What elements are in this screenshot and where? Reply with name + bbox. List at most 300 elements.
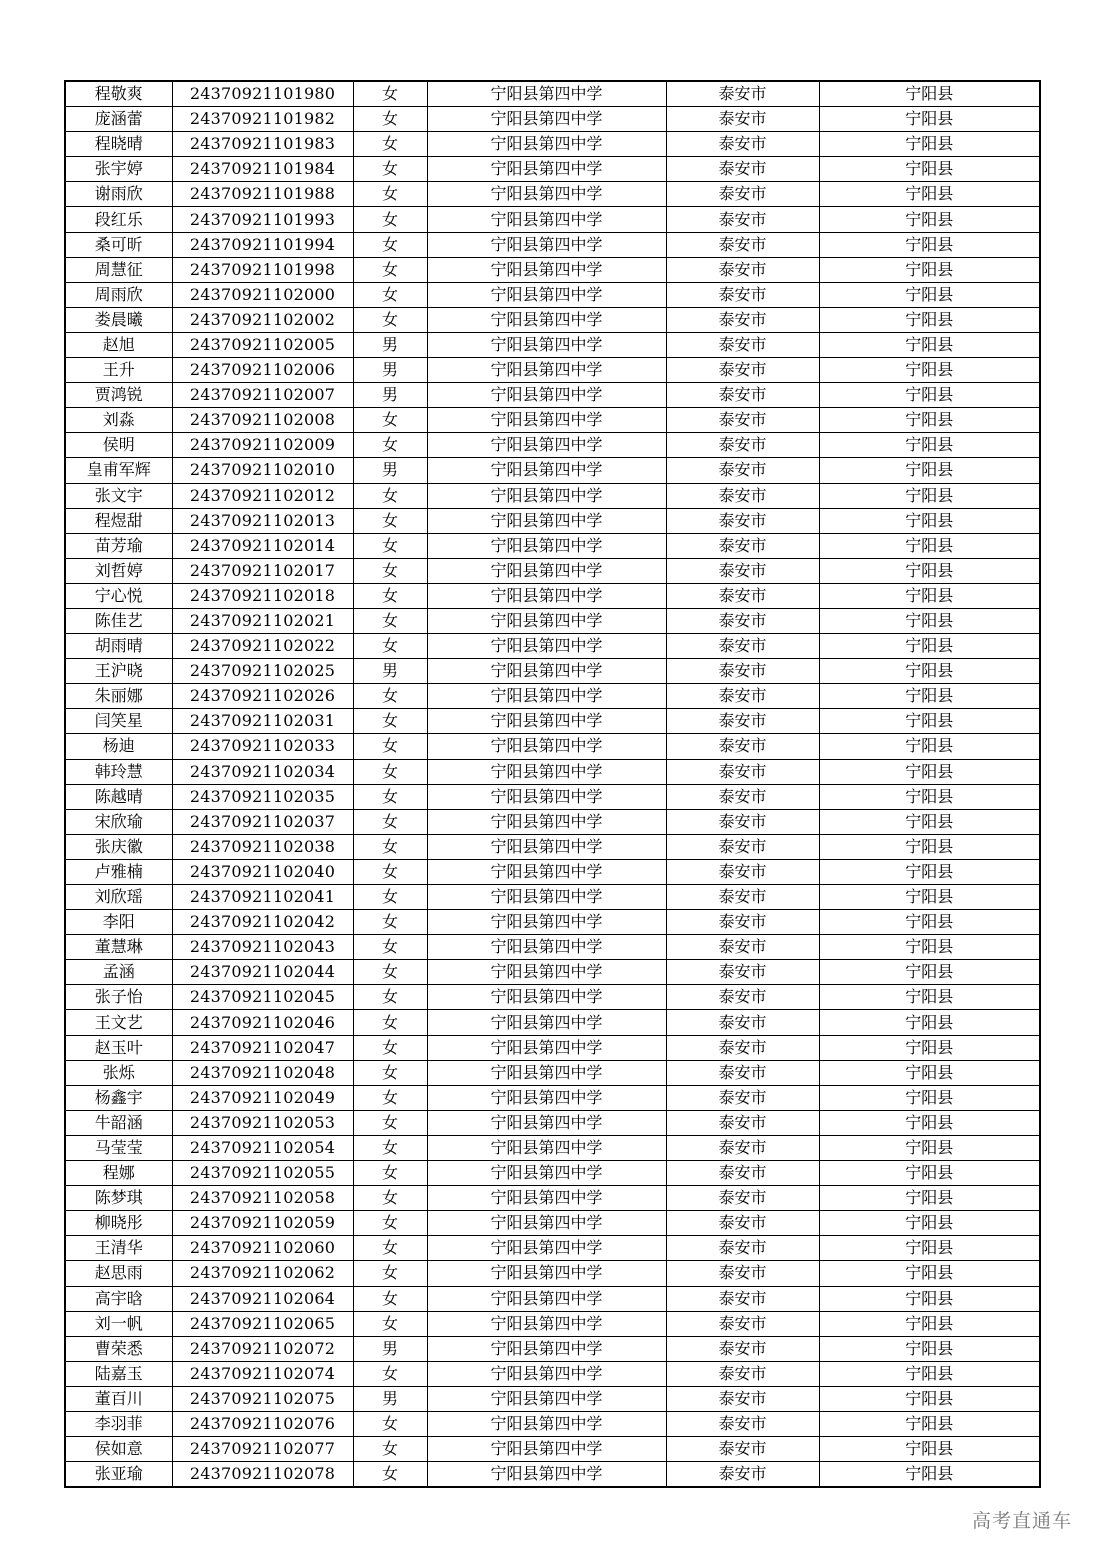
city-cell: 泰安市: [666, 307, 819, 332]
exam-id-cell: 24370921102045: [172, 985, 353, 1010]
student-name-cell: 董百川: [65, 1386, 172, 1411]
exam-id-cell: 24370921101984: [172, 157, 353, 182]
exam-id-cell: 24370921102018: [172, 583, 353, 608]
school-cell: 宁阳县第四中学: [427, 1211, 666, 1236]
school-cell: 宁阳县第四中学: [427, 533, 666, 558]
school-cell: 宁阳县第四中学: [427, 1462, 666, 1488]
county-cell: 宁阳县: [819, 558, 1040, 583]
city-cell: 泰安市: [666, 408, 819, 433]
school-cell: 宁阳县第四中学: [427, 1010, 666, 1035]
table-row: [65, 784, 1040, 809]
student-name-cell: 庞涵蕾: [65, 107, 172, 132]
school-cell: 宁阳县第四中学: [427, 709, 666, 734]
county-cell: 宁阳县: [819, 1186, 1040, 1211]
gender-cell: 女: [353, 885, 427, 910]
school-cell: 宁阳县第四中学: [427, 608, 666, 633]
school-cell: 宁阳县第四中学: [427, 383, 666, 408]
student-name-cell: 张烁: [65, 1060, 172, 1085]
county-cell: 宁阳县: [819, 257, 1040, 282]
gender-cell: 女: [353, 1060, 427, 1085]
city-cell: 泰安市: [666, 508, 819, 533]
gender-cell: 女: [353, 558, 427, 583]
exam-id-cell: 24370921102044: [172, 960, 353, 985]
county-cell: 宁阳县: [819, 132, 1040, 157]
school-cell: 宁阳县第四中学: [427, 508, 666, 533]
gender-cell: 女: [353, 257, 427, 282]
gender-cell: 女: [353, 157, 427, 182]
student-name-cell: 桑可昕: [65, 232, 172, 257]
exam-id-cell: 24370921101994: [172, 232, 353, 257]
table-row: [65, 960, 1040, 985]
table-row: [65, 885, 1040, 910]
county-cell: 宁阳县: [819, 1060, 1040, 1085]
student-name-cell: 宋欣瑜: [65, 809, 172, 834]
exam-id-cell: 24370921102021: [172, 608, 353, 633]
county-cell: 宁阳县: [819, 885, 1040, 910]
city-cell: 泰安市: [666, 458, 819, 483]
county-cell: 宁阳县: [819, 433, 1040, 458]
table-row: [65, 408, 1040, 433]
student-name-cell: 张宇婷: [65, 157, 172, 182]
gender-cell: 女: [353, 1135, 427, 1160]
county-cell: 宁阳县: [819, 1035, 1040, 1060]
table-row: [65, 533, 1040, 558]
school-cell: 宁阳县第四中学: [427, 332, 666, 357]
city-cell: 泰安市: [666, 1211, 819, 1236]
student-name-cell: 苗芳瑜: [65, 533, 172, 558]
exam-id-cell: 24370921102074: [172, 1361, 353, 1386]
table-row: [65, 859, 1040, 884]
school-cell: 宁阳县第四中学: [427, 433, 666, 458]
student-name-cell: 张子怡: [65, 985, 172, 1010]
school-cell: 宁阳县第四中学: [427, 659, 666, 684]
exam-id-cell: 24370921102046: [172, 1010, 353, 1035]
county-cell: 宁阳县: [819, 1361, 1040, 1386]
school-cell: 宁阳县第四中学: [427, 1437, 666, 1462]
student-name-cell: 孟涵: [65, 960, 172, 985]
school-cell: 宁阳县第四中学: [427, 684, 666, 709]
exam-id-cell: 24370921102078: [172, 1462, 353, 1488]
city-cell: 泰安市: [666, 1161, 819, 1186]
exam-id-cell: 24370921102075: [172, 1386, 353, 1411]
city-cell: 泰安市: [666, 1010, 819, 1035]
exam-id-cell: 24370921102049: [172, 1085, 353, 1110]
table-row: [65, 834, 1040, 859]
county-cell: 宁阳县: [819, 483, 1040, 508]
exam-id-cell: 24370921102038: [172, 834, 353, 859]
county-cell: 宁阳县: [819, 282, 1040, 307]
student-name-cell: 周慧征: [65, 257, 172, 282]
table-row: [65, 132, 1040, 157]
table-row: [65, 709, 1040, 734]
city-cell: 泰安市: [666, 1085, 819, 1110]
table-row: [65, 1186, 1040, 1211]
student-name-cell: 高宇晗: [65, 1286, 172, 1311]
gender-cell: 女: [353, 508, 427, 533]
city-cell: 泰安市: [666, 332, 819, 357]
county-cell: 宁阳县: [819, 809, 1040, 834]
county-cell: 宁阳县: [819, 458, 1040, 483]
table-row: [65, 1161, 1040, 1186]
table-row: [65, 1336, 1040, 1361]
student-name-cell: 曹荣悉: [65, 1336, 172, 1361]
table-row: [65, 659, 1040, 684]
table-row: [65, 157, 1040, 182]
student-name-cell: 赵玉叶: [65, 1035, 172, 1060]
gender-cell: 女: [353, 1411, 427, 1436]
county-cell: 宁阳县: [819, 358, 1040, 383]
table-row: [65, 307, 1040, 332]
city-cell: 泰安市: [666, 659, 819, 684]
school-cell: 宁阳县第四中学: [427, 1261, 666, 1286]
exam-id-cell: 24370921102012: [172, 483, 353, 508]
table-row: [65, 1311, 1040, 1336]
county-cell: 宁阳县: [819, 634, 1040, 659]
city-cell: 泰安市: [666, 81, 819, 107]
table-row: [65, 358, 1040, 383]
city-cell: 泰安市: [666, 1236, 819, 1261]
school-cell: 宁阳县第四中学: [427, 1336, 666, 1361]
school-cell: 宁阳县第四中学: [427, 1060, 666, 1085]
table-row: [65, 684, 1040, 709]
school-cell: 宁阳县第四中学: [427, 1386, 666, 1411]
exam-id-cell: 24370921102054: [172, 1135, 353, 1160]
student-name-cell: 柳晓彤: [65, 1211, 172, 1236]
school-cell: 宁阳县第四中学: [427, 1035, 666, 1060]
gender-cell: 女: [353, 1010, 427, 1035]
table-row: [65, 1261, 1040, 1286]
county-cell: 宁阳县: [819, 834, 1040, 859]
county-cell: 宁阳县: [819, 859, 1040, 884]
student-name-cell: 牛韶涵: [65, 1110, 172, 1135]
city-cell: 泰安市: [666, 960, 819, 985]
exam-id-cell: 24370921101982: [172, 107, 353, 132]
county-cell: 宁阳县: [819, 1386, 1040, 1411]
exam-id-cell: 24370921102055: [172, 1161, 353, 1186]
gender-cell: 女: [353, 1286, 427, 1311]
exam-id-cell: 24370921102031: [172, 709, 353, 734]
student-roster-table: [64, 80, 1041, 1488]
gender-cell: 女: [353, 182, 427, 207]
school-cell: 宁阳县第四中学: [427, 1110, 666, 1135]
school-cell: 宁阳县第四中学: [427, 81, 666, 107]
gender-cell: 女: [353, 282, 427, 307]
school-cell: 宁阳县第四中学: [427, 257, 666, 282]
exam-id-cell: 24370921102017: [172, 558, 353, 583]
school-cell: 宁阳县第四中学: [427, 232, 666, 257]
gender-cell: 女: [353, 985, 427, 1010]
gender-cell: 女: [353, 684, 427, 709]
school-cell: 宁阳县第四中学: [427, 1411, 666, 1436]
exam-id-cell: 24370921102042: [172, 910, 353, 935]
source-watermark: 高考直通车: [971, 1510, 1072, 1532]
school-cell: 宁阳县第四中学: [427, 859, 666, 884]
city-cell: 泰安市: [666, 583, 819, 608]
school-cell: 宁阳县第四中学: [427, 307, 666, 332]
school-cell: 宁阳县第四中学: [427, 107, 666, 132]
student-name-cell: 贾鸿锐: [65, 383, 172, 408]
exam-id-cell: 24370921102002: [172, 307, 353, 332]
school-cell: 宁阳县第四中学: [427, 634, 666, 659]
student-name-cell: 王文艺: [65, 1010, 172, 1035]
student-name-cell: 侯如意: [65, 1437, 172, 1462]
gender-cell: 女: [353, 1236, 427, 1261]
table-row: [65, 734, 1040, 759]
student-name-cell: 朱丽娜: [65, 684, 172, 709]
city-cell: 泰安市: [666, 759, 819, 784]
gender-cell: 女: [353, 107, 427, 132]
student-name-cell: 程娜: [65, 1161, 172, 1186]
exam-id-cell: 24370921102077: [172, 1437, 353, 1462]
table-row: [65, 232, 1040, 257]
city-cell: 泰安市: [666, 608, 819, 633]
school-cell: 宁阳县第四中学: [427, 182, 666, 207]
county-cell: 宁阳县: [819, 1261, 1040, 1286]
student-name-cell: 李羽菲: [65, 1411, 172, 1436]
gender-cell: 女: [353, 1361, 427, 1386]
table-row: [65, 1211, 1040, 1236]
exam-id-cell: 24370921101993: [172, 207, 353, 232]
county-cell: 宁阳县: [819, 1085, 1040, 1110]
gender-cell: 女: [353, 859, 427, 884]
school-cell: 宁阳县第四中学: [427, 358, 666, 383]
gender-cell: 男: [353, 358, 427, 383]
city-cell: 泰安市: [666, 1035, 819, 1060]
exam-id-cell: 24370921102060: [172, 1236, 353, 1261]
county-cell: 宁阳县: [819, 608, 1040, 633]
exam-id-cell: 24370921102008: [172, 408, 353, 433]
table-row: [65, 508, 1040, 533]
county-cell: 宁阳县: [819, 383, 1040, 408]
exam-id-cell: 24370921102058: [172, 1186, 353, 1211]
student-name-cell: 卢雅楠: [65, 859, 172, 884]
student-name-cell: 程煜甜: [65, 508, 172, 533]
school-cell: 宁阳县第四中学: [427, 558, 666, 583]
student-name-cell: 杨迪: [65, 734, 172, 759]
table-row: [65, 1110, 1040, 1135]
county-cell: 宁阳县: [819, 81, 1040, 107]
exam-id-cell: 24370921101980: [172, 81, 353, 107]
city-cell: 泰安市: [666, 1186, 819, 1211]
table-row: [65, 1386, 1040, 1411]
city-cell: 泰安市: [666, 132, 819, 157]
student-name-cell: 赵旭: [65, 332, 172, 357]
county-cell: 宁阳县: [819, 1211, 1040, 1236]
city-cell: 泰安市: [666, 433, 819, 458]
table-row: [65, 1236, 1040, 1261]
gender-cell: 女: [353, 1462, 427, 1488]
student-name-cell: 程晓晴: [65, 132, 172, 157]
gender-cell: 女: [353, 759, 427, 784]
school-cell: 宁阳县第四中学: [427, 1186, 666, 1211]
table-row: [65, 107, 1040, 132]
exam-id-cell: 24370921102007: [172, 383, 353, 408]
school-cell: 宁阳县第四中学: [427, 157, 666, 182]
city-cell: 泰安市: [666, 257, 819, 282]
student-name-cell: 王清华: [65, 1236, 172, 1261]
city-cell: 泰安市: [666, 1286, 819, 1311]
gender-cell: 男: [353, 458, 427, 483]
student-name-cell: 张庆徽: [65, 834, 172, 859]
city-cell: 泰安市: [666, 784, 819, 809]
city-cell: 泰安市: [666, 358, 819, 383]
school-cell: 宁阳县第四中学: [427, 910, 666, 935]
student-name-cell: 杨鑫宇: [65, 1085, 172, 1110]
county-cell: 宁阳县: [819, 1135, 1040, 1160]
city-cell: 泰安市: [666, 859, 819, 884]
gender-cell: 女: [353, 1261, 427, 1286]
gender-cell: 女: [353, 533, 427, 558]
table-row: [65, 1060, 1040, 1085]
table-row: [65, 81, 1040, 107]
table-row: [65, 634, 1040, 659]
table-row: [65, 458, 1040, 483]
table-row: [65, 1286, 1040, 1311]
table-row: [65, 1035, 1040, 1060]
school-cell: 宁阳县第四中学: [427, 1236, 666, 1261]
student-name-cell: 陈梦琪: [65, 1186, 172, 1211]
exam-id-cell: 24370921102076: [172, 1411, 353, 1436]
gender-cell: 男: [353, 1336, 427, 1361]
table-row: [65, 1135, 1040, 1160]
county-cell: 宁阳县: [819, 684, 1040, 709]
city-cell: 泰安市: [666, 985, 819, 1010]
city-cell: 泰安市: [666, 182, 819, 207]
city-cell: 泰安市: [666, 207, 819, 232]
exam-id-cell: 24370921102010: [172, 458, 353, 483]
county-cell: 宁阳县: [819, 659, 1040, 684]
county-cell: 宁阳县: [819, 207, 1040, 232]
student-name-cell: 陈佳艺: [65, 608, 172, 633]
student-name-cell: 段红乐: [65, 207, 172, 232]
table-row: [65, 1437, 1040, 1462]
gender-cell: 女: [353, 1186, 427, 1211]
school-cell: 宁阳县第四中学: [427, 759, 666, 784]
school-cell: 宁阳县第四中学: [427, 1311, 666, 1336]
student-name-cell: 陆嘉玉: [65, 1361, 172, 1386]
city-cell: 泰安市: [666, 533, 819, 558]
county-cell: 宁阳县: [819, 1336, 1040, 1361]
county-cell: 宁阳县: [819, 583, 1040, 608]
city-cell: 泰安市: [666, 282, 819, 307]
gender-cell: 女: [353, 960, 427, 985]
gender-cell: 女: [353, 1437, 427, 1462]
table-row: [65, 1010, 1040, 1035]
county-cell: 宁阳县: [819, 182, 1040, 207]
gender-cell: 女: [353, 1161, 427, 1186]
school-cell: 宁阳县第四中学: [427, 834, 666, 859]
gender-cell: 男: [353, 1386, 427, 1411]
school-cell: 宁阳县第四中学: [427, 132, 666, 157]
school-cell: 宁阳县第四中学: [427, 282, 666, 307]
county-cell: 宁阳县: [819, 107, 1040, 132]
city-cell: 泰安市: [666, 1437, 819, 1462]
exam-id-cell: 24370921102035: [172, 784, 353, 809]
gender-cell: 女: [353, 709, 427, 734]
school-cell: 宁阳县第四中学: [427, 1135, 666, 1160]
exam-id-cell: 24370921102022: [172, 634, 353, 659]
gender-cell: 女: [353, 483, 427, 508]
gender-cell: 女: [353, 608, 427, 633]
county-cell: 宁阳县: [819, 1311, 1040, 1336]
student-name-cell: 陈越晴: [65, 784, 172, 809]
student-name-cell: 张文宇: [65, 483, 172, 508]
table-row: [65, 1411, 1040, 1436]
school-cell: 宁阳县第四中学: [427, 1161, 666, 1186]
exam-id-cell: 24370921102041: [172, 885, 353, 910]
exam-id-cell: 24370921102072: [172, 1336, 353, 1361]
city-cell: 泰安市: [666, 1336, 819, 1361]
school-cell: 宁阳县第四中学: [427, 1361, 666, 1386]
county-cell: 宁阳县: [819, 1110, 1040, 1135]
gender-cell: 女: [353, 734, 427, 759]
city-cell: 泰安市: [666, 107, 819, 132]
county-cell: 宁阳县: [819, 910, 1040, 935]
city-cell: 泰安市: [666, 1361, 819, 1386]
county-cell: 宁阳县: [819, 232, 1040, 257]
county-cell: 宁阳县: [819, 1010, 1040, 1035]
gender-cell: 女: [353, 809, 427, 834]
table-row: [65, 282, 1040, 307]
exam-id-cell: 24370921102013: [172, 508, 353, 533]
gender-cell: 女: [353, 1311, 427, 1336]
exam-id-cell: 24370921102037: [172, 809, 353, 834]
exam-id-cell: 24370921102006: [172, 358, 353, 383]
exam-id-cell: 24370921102047: [172, 1035, 353, 1060]
county-cell: 宁阳县: [819, 1161, 1040, 1186]
table-row: [65, 809, 1040, 834]
city-cell: 泰安市: [666, 1060, 819, 1085]
student-name-cell: 胡雨晴: [65, 634, 172, 659]
county-cell: 宁阳县: [819, 1411, 1040, 1436]
exam-id-cell: 24370921102000: [172, 282, 353, 307]
gender-cell: 女: [353, 1035, 427, 1060]
table-row: [65, 759, 1040, 784]
city-cell: 泰安市: [666, 383, 819, 408]
school-cell: 宁阳县第四中学: [427, 935, 666, 960]
school-cell: 宁阳县第四中学: [427, 885, 666, 910]
gender-cell: 女: [353, 935, 427, 960]
city-cell: 泰安市: [666, 935, 819, 960]
school-cell: 宁阳县第四中学: [427, 734, 666, 759]
student-name-cell: 宁心悦: [65, 583, 172, 608]
gender-cell: 女: [353, 433, 427, 458]
county-cell: 宁阳县: [819, 1236, 1040, 1261]
county-cell: 宁阳县: [819, 734, 1040, 759]
table-row: [65, 1462, 1040, 1488]
gender-cell: 女: [353, 1110, 427, 1135]
student-name-cell: 韩玲慧: [65, 759, 172, 784]
student-name-cell: 刘淼: [65, 408, 172, 433]
table-row: [65, 985, 1040, 1010]
exam-id-cell: 24370921102064: [172, 1286, 353, 1311]
county-cell: 宁阳县: [819, 1437, 1040, 1462]
gender-cell: 女: [353, 634, 427, 659]
city-cell: 泰安市: [666, 684, 819, 709]
county-cell: 宁阳县: [819, 408, 1040, 433]
student-name-cell: 刘一帆: [65, 1311, 172, 1336]
gender-cell: 女: [353, 207, 427, 232]
city-cell: 泰安市: [666, 1311, 819, 1336]
student-name-cell: 张亚瑜: [65, 1462, 172, 1488]
student-name-cell: 娄晨曦: [65, 307, 172, 332]
student-name-cell: 李阳: [65, 910, 172, 935]
city-cell: 泰安市: [666, 910, 819, 935]
table-row: [65, 1085, 1040, 1110]
exam-id-cell: 24370921102059: [172, 1211, 353, 1236]
gender-cell: 女: [353, 232, 427, 257]
student-name-cell: 董慧琳: [65, 935, 172, 960]
